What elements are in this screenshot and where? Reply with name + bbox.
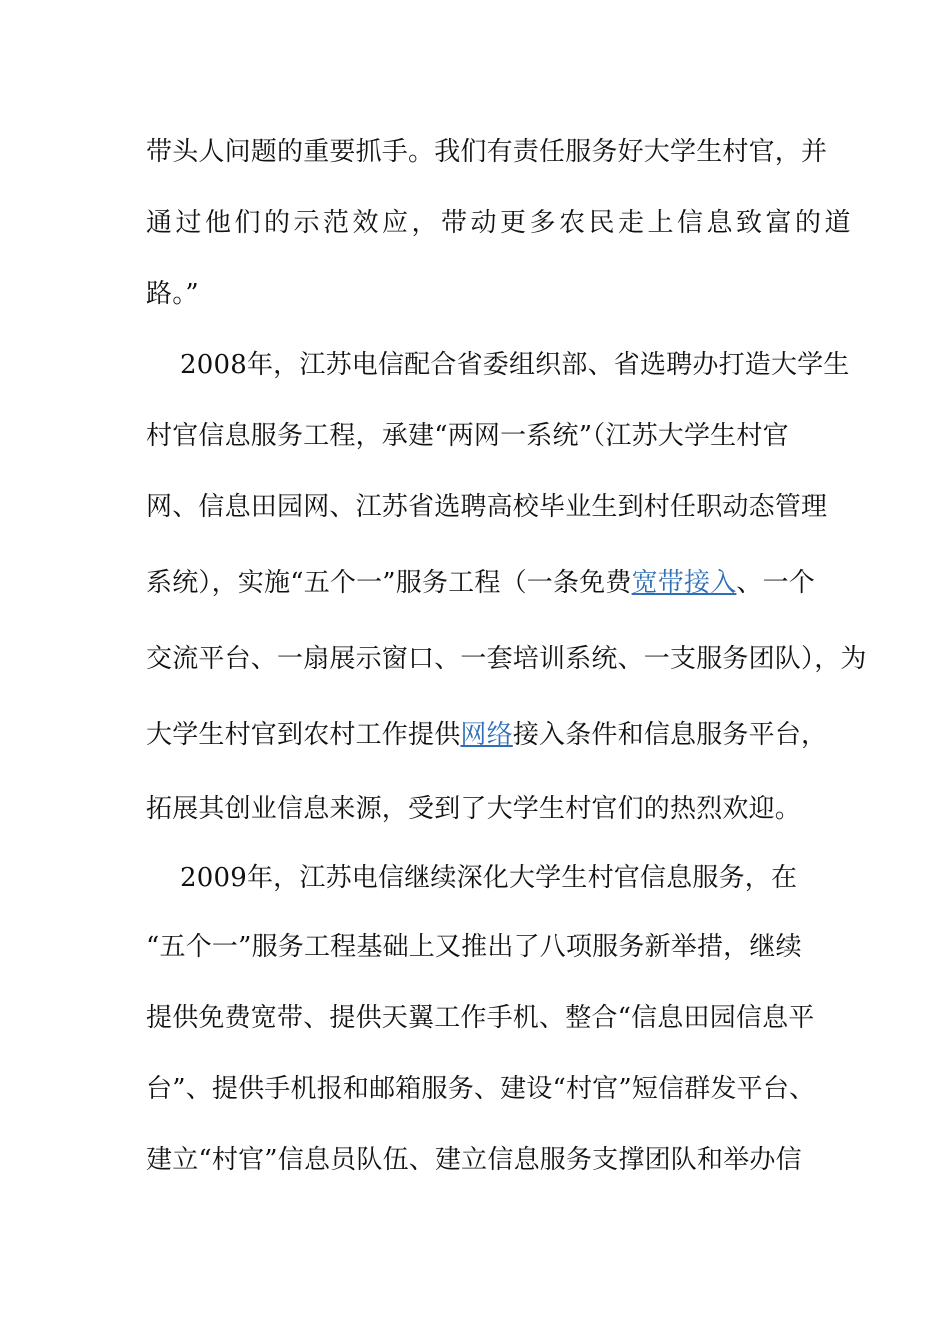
paragraph-line: 交流平台、一扇展示窗口、一套培训系统、一支服务团队），为 bbox=[146, 644, 867, 674]
paragraph-line: 台”、提供手机报和邮箱服务、建设“村官”短信群发平台、 bbox=[146, 1074, 816, 1104]
paragraph-line: 网、信息田园网、江苏省选聘高校毕业生到村任职动态管理 bbox=[146, 492, 828, 522]
paragraph-line bbox=[146, 715, 828, 755]
paragraph-line: “五个一”服务工程基础上又推出了八项服务新举措，继续 bbox=[146, 932, 802, 962]
broadband-access-link[interactable]: 宽带接入 bbox=[631, 568, 737, 598]
paragraph-line: 路。” bbox=[146, 279, 199, 309]
paragraph-line: 村官信息服务工程，承建“两网一系统”（江苏大学生村官 bbox=[146, 421, 789, 451]
paragraph-line: 提供免费宽带、提供天翼工作手机、整合“信息田园信息平 bbox=[146, 1003, 815, 1033]
paragraph-line: 建立“村官”信息员队伍、建立信息服务支撑团队和举办信 bbox=[146, 1145, 802, 1175]
line-text: 大学生村官到农村工作提供 bbox=[146, 720, 461, 750]
paragraph-line: 通过他们的示范效应，带动更多农民走上信息致富的道 bbox=[146, 208, 855, 238]
paragraph-line: 带头人问题的重要抓手。我们有责任服务好大学生村官，并 bbox=[146, 137, 828, 167]
line-text: 、一个 bbox=[736, 568, 816, 598]
line-text: 接入条件和信息服务平台， bbox=[512, 720, 828, 750]
line-text: 系统），实施“五个一”服务工程（一条免费 bbox=[146, 568, 632, 598]
paragraph-line: 拓展其创业信息来源，受到了大学生村官们的热烈欢迎。 bbox=[146, 794, 802, 824]
paragraph-line: 2009年，江苏电信继续深化大学生村官信息服务，在 bbox=[180, 863, 798, 893]
paragraph-line bbox=[146, 563, 816, 603]
network-link[interactable]: 网络 bbox=[460, 720, 513, 750]
paragraph-line: 2008年，江苏电信配合省委组织部、省选聘办打造大学生 bbox=[180, 350, 850, 380]
